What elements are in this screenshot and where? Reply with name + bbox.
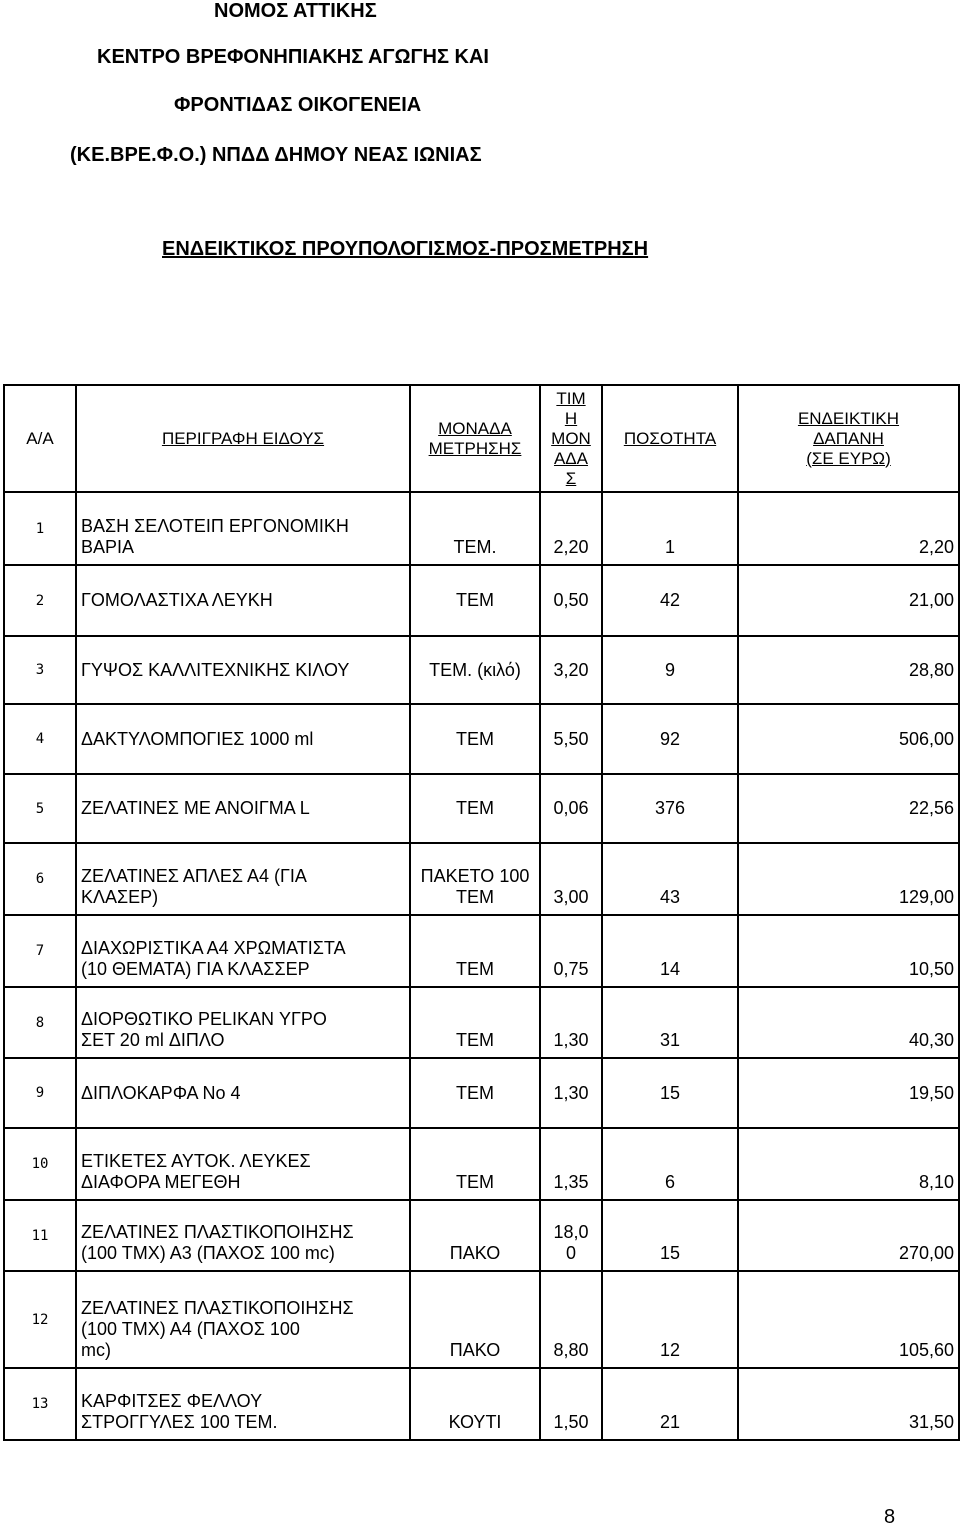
item-total: 2,20 [738,492,959,565]
col-aa-header: Α/Α [4,385,76,492]
item-total: 28,80 [738,636,959,704]
document-title: ΕΝΔΕΙΚΤΙΚΟΣ ΠΡΟΥΠΟΛΟΓΙΣΜΟΣ-ΠΡΟΣΜΕΤΡΗΣΗ [162,238,649,260]
table-row [4,915,959,987]
item-unit-price: 1,30 [540,987,602,1058]
item-description: ΖΕΛΑΤΙΝΕΣ ΠΛΑΣΤΙΚΟΠΟΙΗΣΗΣ (100 ΤΜΧ) Α3 (ΠΑΧΟΣ 100 mc) [76,1200,410,1271]
item-total: 105,60 [738,1271,959,1368]
item-unit: ΤΕΜ [410,915,540,987]
table-header-row [4,385,959,492]
item-unit-price: 5,50 [540,704,602,774]
item-quantity: 42 [602,565,738,636]
item-unit: ΠΑΚΕΤΟ 100 ΤΕΜ [410,843,540,915]
item-quantity: 31 [602,987,738,1058]
item-description: ΔΙΟΡΘΩΤΙΚΟ PELIKAN ΥΓΡΟ ΣΕΤ 20 ml ΔΙΠΛΟ [76,987,410,1058]
item-unit: ΤΕΜ. [410,492,540,565]
row-number: 5 [4,774,76,843]
table-row [4,987,959,1058]
item-description: ΖΕΛΑΤΙΝΕΣ ΜΕ ΑΝΟΙΓΜΑ L [76,774,410,843]
col-description-header: ΠΕΡΙΓΡΑΦΗ ΕΙΔΟΥΣ [76,385,410,492]
row-number: 13 [4,1368,76,1440]
item-unit-price: 0,06 [540,774,602,843]
item-unit: ΠΑΚΟ [410,1271,540,1368]
item-description: ΕΤΙΚΕΤΕΣ ΑΥΤΟΚ. ΛΕΥΚΕΣ ΔΙΑΦΟΡΑ ΜΕΓΕΘΗ [76,1128,410,1200]
item-unit: ΠΑΚΟ [410,1200,540,1271]
item-total: 270,00 [738,1200,959,1271]
item-description: ΔΙΠΛΟΚΑΡΦΑ No 4 [76,1058,410,1128]
header-line-2: ΚΕΝΤΡΟ ΒΡΕΦΟΝΗΠΙΑΚΗΣ ΑΓΩΓΗΣ ΚΑΙ [97,46,489,68]
item-quantity: 43 [602,843,738,915]
table-row [4,774,959,843]
item-total: 31,50 [738,1368,959,1440]
item-unit: ΤΕΜ [410,704,540,774]
table-row [4,843,959,915]
item-description: ΖΕΛΑΤΙΝΕΣ ΑΠΛΕΣ Α4 (ΓΙΑ ΚΛΑΣΕΡ) [76,843,410,915]
item-unit: ΤΕΜ. (κιλό) [410,636,540,704]
row-number: 6 [4,843,76,915]
header-line-1: ΝΟΜΟΣ ΑΤΤΙΚΗΣ [214,0,377,22]
col-total-header: ΕΝΔΕΙΚΤΙΚΗ ΔΑΠΑΝΗ (ΣΕ ΕΥΡΩ) [738,385,959,492]
item-quantity: 6 [602,1128,738,1200]
table-row [4,1200,959,1271]
item-description: ΒΑΣΗ ΣΕΛΟΤΕΙΠ ΕΡΓΟΝΟΜΙΚΗ ΒΑΡΙΑ [76,492,410,565]
item-description: ΔΑΚΤΥΛΟΜΠΟΓΙΕΣ 1000 ml [76,704,410,774]
item-unit: ΤΕΜ [410,565,540,636]
item-total: 40,30 [738,987,959,1058]
table-row [4,1128,959,1200]
item-quantity: 9 [602,636,738,704]
item-total: 22,56 [738,774,959,843]
col-unit-header: ΜΟΝΑΔΑ ΜΕΤΡΗΣΗΣ [410,385,540,492]
item-unit-price: 2,20 [540,492,602,565]
row-number: 9 [4,1058,76,1128]
item-total: 21,00 [738,565,959,636]
table-row [4,704,959,774]
row-number: 10 [4,1128,76,1200]
item-quantity: 12 [602,1271,738,1368]
item-total: 8,10 [738,1128,959,1200]
item-description: ΓΥΨΟΣ ΚΑΛΛΙΤΕΧΝΙΚΗΣ ΚΙΛΟΥ [76,636,410,704]
item-quantity: 376 [602,774,738,843]
item-unit-price: 3,00 [540,843,602,915]
item-unit-price: 0,50 [540,565,602,636]
row-number: 2 [4,565,76,636]
item-quantity: 15 [602,1200,738,1271]
budget-table [3,384,960,1441]
table-row [4,636,959,704]
table-row [4,1058,959,1128]
item-quantity: 1 [602,492,738,565]
item-description: ΓΟΜΟΛΑΣΤΙΧΑ ΛΕΥΚΗ [76,565,410,636]
item-total: 19,50 [738,1058,959,1128]
item-quantity: 14 [602,915,738,987]
item-description: ΚΑΡΦΙΤΣΕΣ ΦΕΛΛΟΥ ΣΤΡΟΓΓΥΛΕΣ 100 ΤΕΜ. [76,1368,410,1440]
item-unit-price: 1,30 [540,1058,602,1128]
item-unit-price: 1,35 [540,1128,602,1200]
item-unit-price: 18,0 0 [540,1200,602,1271]
item-unit-price: 3,20 [540,636,602,704]
table-row [4,492,959,565]
table-row [4,565,959,636]
item-total: 506,00 [738,704,959,774]
table-row [4,1368,959,1440]
row-number: 1 [4,492,76,565]
row-number: 12 [4,1271,76,1368]
item-unit: ΤΕΜ [410,1058,540,1128]
row-number: 7 [4,915,76,987]
col-price-header: ΤΙΜ Η ΜΟΝ ΑΔΑ Σ [540,385,602,492]
item-quantity: 21 [602,1368,738,1440]
item-quantity: 92 [602,704,738,774]
col-quantity-header: ΠΟΣΟΤΗΤΑ [602,385,738,492]
header-line-4: (ΚΕ.ΒΡΕ.Φ.Ο.) ΝΠΔΔ ΔΗΜΟΥ ΝΕΑΣ ΙΩΝΙΑΣ [70,144,482,166]
item-description: ΔΙΑΧΩΡΙΣΤΙΚΑ Α4 ΧΡΩΜΑΤΙΣΤΑ (10 ΘΕΜΑΤΑ) ΓΙΑ ΚΛΑΣΣΕΡ [76,915,410,987]
row-number: 11 [4,1200,76,1271]
item-total: 129,00 [738,843,959,915]
row-number: 3 [4,636,76,704]
item-quantity: 15 [602,1058,738,1128]
item-unit: ΤΕΜ [410,987,540,1058]
item-unit-price: 0,75 [540,915,602,987]
header-line-3: ΦΡΟΝΤΙΔΑΣ ΟΙΚΟΓΕΝΕΙΑ [174,94,422,116]
row-number: 8 [4,987,76,1058]
item-unit-price: 1,50 [540,1368,602,1440]
page-number: 8 [884,1506,896,1528]
table-row [4,1271,959,1368]
item-unit: ΤΕΜ [410,774,540,843]
row-number: 4 [4,704,76,774]
item-total: 10,50 [738,915,959,987]
item-unit: ΚΟΥΤΙ [410,1368,540,1440]
item-unit: ΤΕΜ [410,1128,540,1200]
item-unit-price: 8,80 [540,1271,602,1368]
item-description: ΖΕΛΑΤΙΝΕΣ ΠΛΑΣΤΙΚΟΠΟΙΗΣΗΣ (100 ΤΜΧ) Α4 (ΠΑΧΟΣ 100 mc) [76,1271,410,1368]
